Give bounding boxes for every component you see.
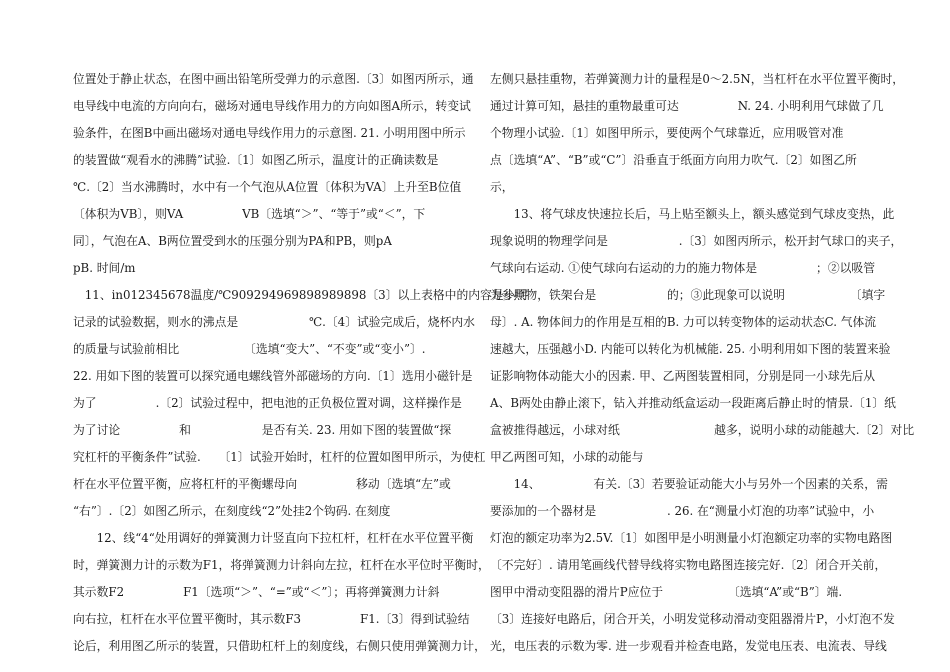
right-text-column	[490, 66, 915, 660]
text-line: 验条件，在图B中画出磁场对通电导线作用力的示意图. 21. 小明用图中所示	[73, 126, 466, 140]
text-line: 盒被推得越远，小球对纸 越多，说明小球的动能越大.〔2〕对比	[490, 423, 915, 437]
text-line: 论后，利用图乙所示的装置，只借助杠杆上的刻度线，右侧只使用弹簧测力计，	[73, 639, 486, 653]
text-line: 〔不完好〕. 请用笔画线代替导线将实物电路图连接完好.〔2〕闭合开关前，	[490, 558, 887, 572]
text-line: 的装置做“观看水的沸腾”试验.〔1〕如图乙所示，温度计的正确读数是	[73, 153, 439, 167]
text-line: 〔3〕连接好电路后，闭合开关，小明发觉移动滑动变阻器滑片P，小灯泡不发	[490, 612, 895, 626]
text-line: 速越大，压强越小D. 内能可以转化为机械能. 25. 小明利用如下图的装置来验	[490, 342, 891, 356]
text-line: 点〔选填“A”、“B”或“C”〕沿垂直于纸面方向用力吹气.〔2〕如图乙所	[490, 153, 857, 167]
text-line: 现象说明的物理学问是 .〔3〕如图丙所示，松开封气球口的夹子，	[490, 234, 903, 248]
text-line: 母〕. A. 物体间力的作用是互相的B. 力可以转变物体的运动状态C. 气体流	[490, 315, 877, 329]
text-line: 13、将气球皮快速拉长后，马上贴至额头上，额头感觉到气球皮变热，此	[490, 207, 895, 221]
text-line: 左侧只悬挂重物，若弹簧测力计的量程是0～2.5N，当杠杆在水平位置平衡时，	[490, 72, 905, 86]
text-line: 气球向右运动. ①使气球向右运动的力的施力物体是 ；②以吸管	[490, 261, 876, 275]
text-line: ℃.〔2〕当水沸腾时，水中有一个气泡从A位置〔体积为VA〕上升至B位值	[73, 180, 462, 194]
text-line: 向右拉，杠杆在水平位置平衡时，其示数F3 F1.〔3〕得到试验结	[73, 612, 470, 626]
text-line: 14、 有关.〔3〕若要验证动能大小与另外一个因素的关系，需	[490, 477, 888, 491]
text-line: 其示数F2 F1〔选项“＞”、“=”或“＜”〕；再将弹簧测力计斜	[73, 585, 440, 599]
text-line: 要添加的一个器材是 . 26. 在“测量小灯泡的功率”试验中，小	[490, 504, 875, 518]
text-line: 11、in012345678温度/℃909294969898989898〔3〕以上表格中的内容是小明	[73, 288, 528, 302]
text-line: “右”〕.〔2〕如图乙所示，在刻度线“2”处挂2个钩码. 在刻度	[73, 504, 391, 518]
text-line: 12、线“4“处用调好的弹簧测力计竖直向下拉杠杆，杠杆在水平位置平衡	[73, 531, 474, 545]
text-line: 个物理小试验.〔1〕如图甲所示，要使两个气球靠近，应用吸管对准	[490, 126, 844, 140]
text-line: 同〕，气泡在A、B两位置受到水的压强分别为PA和PB，则pA	[73, 234, 392, 248]
text-line: 电导线中电流的方向向右，磁场对通电导线作用力的方向如图A所示，转变试	[73, 99, 471, 113]
text-line: 位置处于静止状态，在图中画出铅笔所受弹力的示意图.〔3〕如图丙所示，通	[73, 72, 474, 86]
text-line: 为了 .〔2〕试验过程中，把电池的正负极位置对调，这样操作是	[73, 396, 462, 410]
text-line: 光，电压表的示数为零. 进一步观看并检查电路，发觉电压表、电流表、导线	[490, 639, 887, 653]
text-line: A、B两处由静止滚下，钻入并推动纸盒运动一段距离后静止时的情景.〔1〕纸	[490, 396, 896, 410]
text-line: 为了讨论 和 是否有关. 23. 用如下图的装置做“探	[73, 423, 452, 437]
text-line: 为参照物，铁架台是 的；③此现象可以说明 〔填字	[490, 288, 886, 302]
text-line: 时，弹簧测力计的示数为F1，将弹簧测力计斜向左拉，杠杆在水平位时平衡时，	[73, 558, 490, 572]
text-line: 证影响物体动能大小的因素. 甲、乙两图装置相同，分别是同一小球先后从	[490, 369, 876, 383]
text-line: 〔体积为VB〕，则VA VB〔选填“＞”、“等于”或“＜”，下	[73, 207, 426, 221]
text-line: 记录的试验数据，则水的沸点是 ℃.〔4〕试验完成后，烧杯内水	[73, 315, 475, 329]
text-line: pB. 时间/m	[73, 261, 136, 275]
text-line: 甲乙两图可知，小球的动能与	[490, 450, 644, 464]
text-line: 示，	[490, 180, 514, 194]
text-line: 灯泡的额定功率为2.5V.〔1〕如图甲是小明测量小灯泡额定功率的实物电路图	[490, 531, 893, 545]
text-line: 的质量与试验前相比 〔选填“变大”、“不变”或“变小”〕.	[73, 342, 426, 356]
text-line: 杆在水平位置平衡，应将杠杆的平衡螺母向 移动〔选填“左”或	[73, 477, 451, 491]
text-line: 究杠杆的平衡条件”试验. 〔1〕试验开始时，杠杆的位置如图甲所示，为使杠	[73, 450, 486, 464]
text-line: 图甲中滑动变阻器的滑片P应位于 〔选填“A”或“B”〕端.	[490, 585, 843, 599]
text-line: 通过计算可知，悬挂的重物最重可达 N. 24. 小明利用气球做了几	[490, 99, 884, 113]
text-line: 22. 用如下图的装置可以探究通电螺线管外部磁场的方向.〔1〕选用小磁针是	[73, 369, 473, 383]
left-text-column	[73, 66, 528, 660]
